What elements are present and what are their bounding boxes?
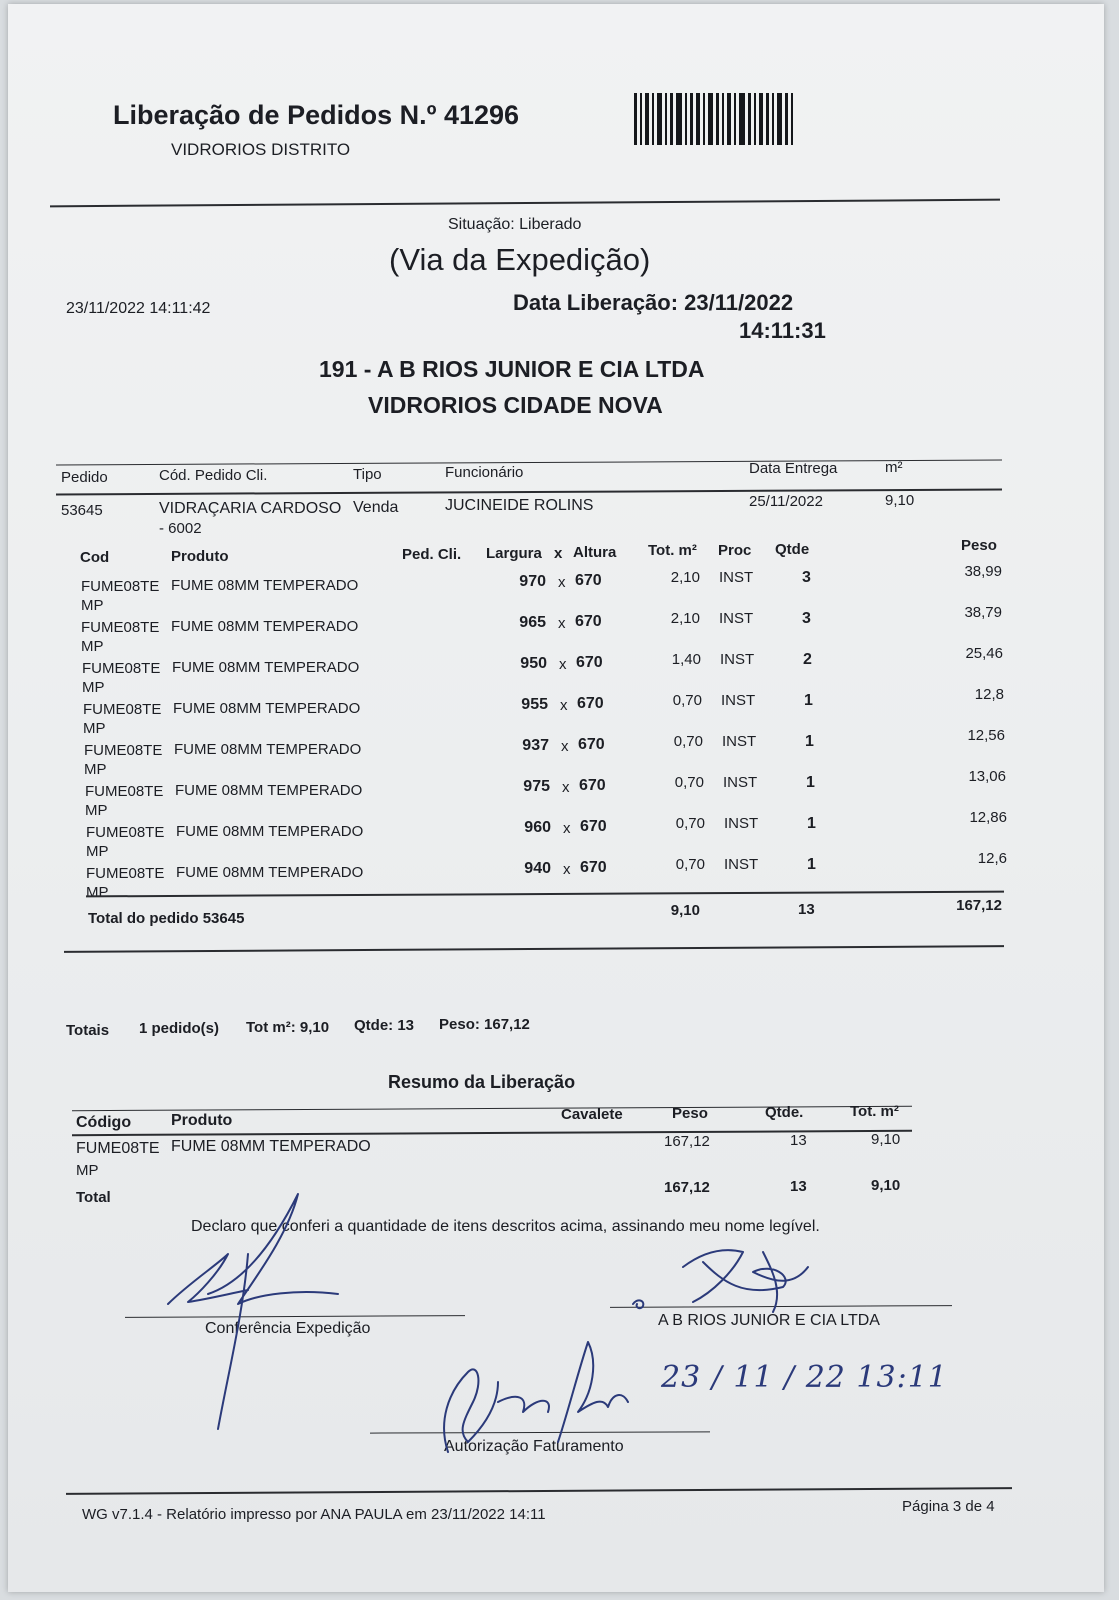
copy-label: (Via da Expedição) xyxy=(389,242,651,277)
item-peso: 12,8 xyxy=(974,686,1004,703)
item-cod-suffix: MP xyxy=(86,843,109,860)
item-altura: 670 xyxy=(578,736,605,753)
item-altura: 670 xyxy=(580,859,607,876)
document-title: Liberação de Pedidos N.º 41296 xyxy=(113,100,520,130)
totals-label: Totais xyxy=(66,1022,110,1039)
summary-total-qtde: 13 xyxy=(790,1178,807,1195)
order-cod-pedido-cli: VIDRAÇARIA CARDOSO xyxy=(159,500,342,517)
item-largura: 950 xyxy=(520,655,547,672)
item-qtde: 1 xyxy=(807,815,816,832)
item-tot-m2: 2,10 xyxy=(670,569,700,586)
items-col-tot-m2: Tot. m² xyxy=(648,542,697,559)
item-altura: 670 xyxy=(579,777,606,794)
order-total-qtde: 13 xyxy=(798,901,815,918)
item-tot-m2: 0,70 xyxy=(674,774,704,791)
item-peso: 38,79 xyxy=(964,604,1002,621)
item-x: x xyxy=(558,574,566,591)
footer-divider xyxy=(66,1487,1012,1495)
item-largura: 965 xyxy=(519,614,546,631)
signature-label-autorizacao: Autorização Faturamento xyxy=(444,1438,624,1455)
order-cod-pedido-cli-suffix: - 6002 xyxy=(159,520,202,537)
item-cod-suffix: MP xyxy=(86,884,109,901)
release-date: Data Liberação: 23/11/2022 xyxy=(513,290,794,315)
item-cod-suffix: MP xyxy=(83,720,106,737)
items-col-cod: Cod xyxy=(80,549,110,566)
order-section-bottom-line xyxy=(64,945,1004,953)
signature-company-scribble xyxy=(623,1242,823,1322)
item-peso: 38,99 xyxy=(964,563,1002,580)
signature-conferencia-scribble xyxy=(148,1194,348,1444)
item-x: x xyxy=(562,779,570,796)
order-data-entrega: 25/11/2022 xyxy=(749,493,823,510)
col-cod-pedido-cli: Cód. Pedido Cli. xyxy=(159,467,268,484)
footer-printed-by: WG v7.1.4 - Relatório impresso por ANA PAULA em 23/11/2022 14:11 xyxy=(82,1506,546,1523)
items-col-qtde: Qtde xyxy=(775,541,810,558)
item-produto: FUME 08MM TEMPERADO xyxy=(176,864,364,881)
summary-header-bottom-line xyxy=(72,1130,912,1136)
order-total-peso: 167,12 xyxy=(956,897,1002,914)
item-tot-m2: 0,70 xyxy=(675,856,705,873)
item-cod-suffix: MP xyxy=(81,638,104,655)
item-produto: FUME 08MM TEMPERADO xyxy=(176,823,364,840)
item-cod-suffix: MP xyxy=(85,802,108,819)
summary-col-cavalete: Cavalete xyxy=(561,1106,623,1123)
item-proc: INST xyxy=(719,610,754,627)
item-x: x xyxy=(558,615,566,632)
item-tot-m2: 0,70 xyxy=(673,733,703,750)
col-m2: m² xyxy=(885,459,903,476)
signature-autorizacao-scribble xyxy=(428,1342,638,1462)
totals-m2: Tot m²: 9,10 xyxy=(246,1019,330,1036)
item-x: x xyxy=(563,820,571,837)
summary-peso: 167,12 xyxy=(664,1133,710,1150)
order-pedido: 53645 xyxy=(61,502,103,519)
item-cod: FUME08TE xyxy=(86,865,165,882)
signature-label-company: A B RIOS JUNIOR E CIA LTDA xyxy=(658,1312,880,1329)
order-tipo: Venda xyxy=(353,499,399,516)
item-peso: 25,46 xyxy=(965,645,1003,662)
items-col-x: x xyxy=(554,545,563,562)
item-peso: 12,56 xyxy=(967,727,1005,744)
item-proc: INST xyxy=(721,692,756,709)
items-col-ped-cli: Ped. Cli. xyxy=(402,546,462,563)
item-produto: FUME 08MM TEMPERADO xyxy=(171,618,359,635)
item-qtde: 1 xyxy=(804,692,813,709)
summary-codigo-suffix: MP xyxy=(76,1162,99,1179)
item-produto: FUME 08MM TEMPERADO xyxy=(172,659,360,676)
item-tot-m2: 0,70 xyxy=(672,692,702,709)
item-x: x xyxy=(561,738,569,755)
items-col-altura: Altura xyxy=(573,544,617,561)
summary-col-qtde: Qtde. xyxy=(765,1104,804,1121)
document-page xyxy=(8,4,1104,1592)
item-proc: INST xyxy=(723,774,758,791)
header-divider xyxy=(50,199,1000,208)
item-largura: 970 xyxy=(519,573,546,590)
summary-col-produto: Produto xyxy=(171,1112,233,1129)
items-col-produto: Produto xyxy=(171,548,229,565)
summary-produto: FUME 08MM TEMPERADO xyxy=(171,1138,371,1155)
item-peso: 12,6 xyxy=(977,850,1007,867)
col-pedido: Pedido xyxy=(61,469,108,486)
item-x: x xyxy=(559,656,567,673)
summary-codigo: FUME08TE xyxy=(76,1140,160,1157)
item-produto: FUME 08MM TEMPERADO xyxy=(174,741,362,758)
item-x: x xyxy=(563,861,571,878)
item-qtde: 3 xyxy=(802,569,811,586)
items-col-largura: Largura xyxy=(486,545,542,562)
release-time: 14:11:31 xyxy=(739,318,826,343)
barcode-icon xyxy=(634,93,804,145)
summary-total-label: Total xyxy=(76,1189,111,1206)
item-cod: FUME08TE xyxy=(81,619,160,636)
order-funcionario: JUCINEIDE ROLINS xyxy=(445,497,594,514)
col-tipo: Tipo xyxy=(353,466,382,483)
totals-pedidos: 1 pedido(s) xyxy=(139,1020,220,1037)
item-produto: FUME 08MM TEMPERADO xyxy=(171,577,359,594)
footer-page-number: Página 3 de 4 xyxy=(902,1498,995,1515)
order-total-m2: 9,10 xyxy=(670,902,700,919)
items-col-proc: Proc xyxy=(718,542,752,559)
order-header-bottom-line xyxy=(56,489,1002,496)
handwritten-date: 23 / 11 / 22 13:11 xyxy=(661,1360,948,1395)
item-proc: INST xyxy=(722,733,757,750)
summary-col-peso: Peso xyxy=(672,1105,708,1122)
col-funcionario: Funcionário xyxy=(445,464,524,481)
item-cod-suffix: MP xyxy=(84,761,107,778)
item-qtde: 1 xyxy=(806,774,815,791)
item-largura: 940 xyxy=(524,860,551,877)
item-produto: FUME 08MM TEMPERADO xyxy=(173,700,361,717)
item-qtde: 1 xyxy=(807,856,816,873)
item-qtde: 3 xyxy=(802,610,811,627)
status-label: Situação: Liberado xyxy=(448,216,582,233)
item-altura: 670 xyxy=(575,613,602,630)
item-x: x xyxy=(560,697,568,714)
item-largura: 937 xyxy=(522,737,549,754)
item-qtde: 2 xyxy=(803,651,812,668)
item-proc: INST xyxy=(724,815,759,832)
item-proc: INST xyxy=(719,569,754,586)
item-cod: FUME08TE xyxy=(83,701,162,718)
item-tot-m2: 2,10 xyxy=(670,610,700,627)
item-largura: 955 xyxy=(521,696,548,713)
col-data-entrega: Data Entrega xyxy=(749,460,838,477)
summary-title: Resumo da Liberação xyxy=(388,1072,576,1092)
item-cod-suffix: MP xyxy=(82,679,105,696)
item-peso: 13,06 xyxy=(968,768,1006,785)
declaration-text: Declaro que conferi a quantidade de itens descritos acima, assinando meu nome legível. xyxy=(191,1218,820,1235)
item-altura: 670 xyxy=(575,572,602,589)
summary-total-tot-m2: 9,10 xyxy=(871,1177,901,1194)
item-cod: FUME08TE xyxy=(81,578,160,595)
item-tot-m2: 1,40 xyxy=(671,651,701,668)
print-datetime: 23/11/2022 14:11:42 xyxy=(66,300,211,317)
item-cod: FUME08TE xyxy=(86,824,165,841)
item-altura: 670 xyxy=(577,695,604,712)
client-name: 191 - A B RIOS JUNIOR E CIA LTDA xyxy=(319,356,705,382)
summary-qtde: 13 xyxy=(790,1132,807,1149)
company-subtitle: VIDRORIOS DISTRITO xyxy=(171,140,351,159)
client-store: VIDRORIOS CIDADE NOVA xyxy=(368,392,663,418)
item-produto: FUME 08MM TEMPERADO xyxy=(175,782,363,799)
item-largura: 960 xyxy=(524,819,551,836)
order-m2: 9,10 xyxy=(885,492,915,509)
item-cod-suffix: MP xyxy=(81,597,104,614)
item-cod: FUME08TE xyxy=(85,783,164,800)
order-total-label: Total do pedido 53645 xyxy=(88,910,245,927)
item-cod: FUME08TE xyxy=(82,660,161,677)
item-tot-m2: 0,70 xyxy=(675,815,705,832)
order-header-top-line xyxy=(56,460,1002,466)
item-peso: 12,86 xyxy=(969,809,1007,826)
item-cod: FUME08TE xyxy=(84,742,163,759)
signature-label-conferencia: Conferência Expedição xyxy=(205,1320,371,1337)
item-qtde: 1 xyxy=(805,733,814,750)
totals-peso: Peso: 167,12 xyxy=(439,1016,530,1033)
item-altura: 670 xyxy=(576,654,603,671)
summary-col-codigo: Código xyxy=(76,1114,132,1131)
item-altura: 670 xyxy=(580,818,607,835)
items-col-peso: Peso xyxy=(961,537,997,554)
item-proc: INST xyxy=(720,651,755,668)
order-total-line xyxy=(86,891,1004,898)
item-proc: INST xyxy=(724,856,759,873)
item-largura: 975 xyxy=(523,778,550,795)
totals-qtde: Qtde: 13 xyxy=(354,1017,415,1034)
summary-total-peso: 167,12 xyxy=(664,1179,710,1196)
summary-col-tot-m2: Tot. m² xyxy=(850,1103,899,1120)
summary-tot-m2: 9,10 xyxy=(871,1131,901,1148)
